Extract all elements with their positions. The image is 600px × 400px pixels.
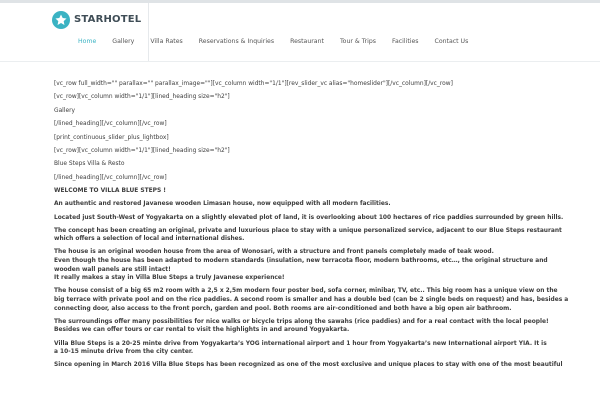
paragraph: [54, 200, 546, 209]
paragraph: [54, 248, 546, 282]
content-line: [/lined_heading][/vc_column][/vc_row]: [54, 174, 167, 181]
content-line: Blue Steps Villa & Resto: [54, 161, 125, 168]
nav-bottom-border: [0, 61, 600, 62]
content-line: [/lined_heading][/vc_column][/vc_row]: [54, 121, 167, 128]
paragraph-line: The surroundings offer many possibilities for nice walks or bicycle trips along the sawahs (rice paddies) and for a real contact with the local people!: [54, 318, 549, 325]
description-paragraphs: [54, 200, 569, 370]
main-navigation: [78, 34, 484, 48]
paragraph-line: wooden wall panels are still intact!: [54, 266, 171, 273]
site-logo[interactable]: [52, 3, 148, 36]
paragraph-line: Since opening in March 2016 Villa Blue Steps has been recognized as one of the most exclusive and unique places to stay with one of the most beautiful: [54, 362, 563, 369]
shortcode-lines: [54, 80, 546, 182]
content-line: [print_continuous_slider_plus_lightbox]: [54, 134, 169, 141]
nav-item-tour-trips[interactable]: Tour & Trips: [339, 37, 376, 45]
nav-item-facilities[interactable]: Facilities: [391, 37, 419, 45]
nav-item-home[interactable]: Home: [78, 37, 97, 45]
paragraph-line: An authentic and restored Javanese wooden Limasan house, now equipped with all modern facilities.: [54, 201, 391, 208]
paragraph-line: connecting door, also access to the front porch, garden and pool. Both rooms are air-conditioned and both have a big open air bathroom.: [54, 305, 512, 312]
welcome-heading: WELCOME TO VILLA BLUE STEPS !: [54, 188, 166, 195]
paragraph: [54, 214, 564, 223]
page-content: [54, 80, 569, 375]
paragraph: [54, 318, 549, 335]
content-line: [vc_row][vc_column width="1/1"][lined_heading size="h2"]: [54, 147, 230, 154]
brand-name: STARHOTEL: [74, 14, 142, 25]
nav-item-villa-rates[interactable]: Villa Rates: [150, 37, 183, 45]
paragraph-line: The house is an original wooden house from the area of Wonosari, with a structure and front panels completely made of teak wood.: [54, 249, 494, 256]
paragraph-line: The house consist of a big 65 m2 room with a 2,5 x 2,5m modern four poster bed, sofa corner, minibar, TV, etc.. This big room has a unique view on the: [54, 288, 558, 295]
content-line: [vc_row][vc_column width="1/1"][lined_heading size="h2"]: [54, 94, 230, 101]
paragraph: [54, 227, 562, 244]
nav-item-reservations-inquiries[interactable]: Reservations & Inquiries: [198, 37, 275, 45]
paragraph-line: It really makes a stay in Villa Blue Steps a truly Javanese experience!: [54, 275, 285, 282]
nav-item-gallery[interactable]: Gallery: [112, 37, 135, 45]
star-icon: [52, 11, 70, 29]
paragraph: [54, 361, 563, 370]
paragraph-line: Located just South-West of Yogyakarta on a slightly elevated plot of land, it is overlooking about 100 hectares of rice paddies surrounded by green hills.: [54, 214, 564, 221]
paragraph-line: Villa Blue Steps is a 20-25 minte drive from Yogyakarta’s YOG international airport and 1 hour from Yogyakarta’s new International airport YIA. It is: [54, 340, 547, 347]
paragraph-line: a 10-15 minute drive from the city center.: [54, 349, 194, 356]
paragraph: [54, 340, 546, 357]
paragraph-line: Besides we can offer tours or car rental to visit the highlights in and around Yogyakarta.: [54, 327, 350, 334]
paragraph: [54, 287, 569, 313]
header-divider: [148, 3, 149, 61]
content-line: Gallery: [54, 107, 75, 114]
paragraph-line: The concept has been creating an original, private and luxurious place to stay with a unique personalized service, adjacent to our Blue Steps restaurant: [54, 227, 562, 234]
paragraph-line: which offers a selection of local and international dishes.: [54, 236, 245, 243]
nav-item-contact-us[interactable]: Contact Us: [434, 37, 469, 45]
content-line: [vc_row full_width="" parallax="" parallax_image=""][vc_column width="1/1"][rev_slider_vc alias="homeslider"][/vc_column][/vc_row]: [54, 81, 453, 87]
paragraph-line: Even though the house has been adapted to modern standards (insulation, new terracota floor, modern bathrooms, etc…, the original structure and: [54, 258, 548, 265]
nav-item-restaurant[interactable]: Restaurant: [290, 37, 324, 45]
paragraph-line: big terrace with private pool and on the rice paddies. A second room is smaller and has a double bed (can be 2 single beds on request) and has, besides a: [54, 297, 569, 304]
